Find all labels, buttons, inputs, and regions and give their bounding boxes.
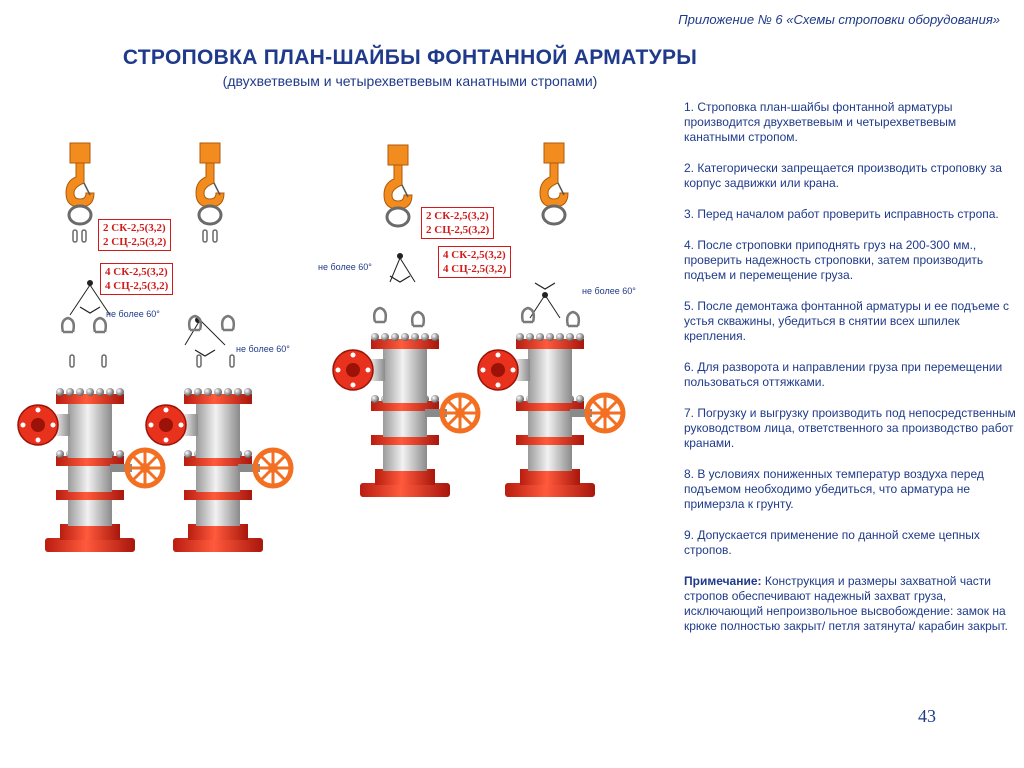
crane-hook-icon (196, 143, 224, 224)
crane-hook-icon (384, 145, 412, 226)
wellhead-tree-icon (18, 388, 163, 552)
shackle-icon (412, 312, 424, 326)
instruction-item: 5. После демонтажа фонтанной арматуры и ее подъеме с устья скважины, убедиться в снятии всех шпилек крепления. (684, 299, 1010, 343)
sling-link-icon (203, 230, 207, 242)
sling-4-line-1: 4 СК-2,5(3,2) (443, 249, 506, 261)
sling-2-line-1: 2 СК-2,5(3,2) (103, 222, 166, 234)
shackle-icon (567, 312, 579, 326)
sling-2-line-1: 2 СК-2,5(3,2) (426, 210, 489, 222)
appendix-header: Приложение № 6 «Схемы строповки оборудования» (678, 12, 1000, 27)
shackle-icon (62, 318, 74, 332)
shackle-icon (222, 316, 234, 330)
instruction-item: 1. Строповка план-шайбы фонтанной арматуры производится двухветвевым и четырехветвевым канатными стропом. (684, 100, 957, 144)
sling-link-icon (213, 230, 217, 242)
note-text: Конструкция и размеры захватной части стропов обеспечивают надежный захват груза, исключающий непроизвольное высвобождение: замок на крюке полностью закрыт/ петля затянута/ карабин закрыт. (684, 574, 1008, 633)
instructions-list (684, 100, 1019, 650)
sling-link-icon (82, 230, 86, 242)
sling-4-line-1: 4 СК-2,5(3,2) (105, 266, 168, 278)
wellhead-tree-icon (333, 333, 478, 497)
angle-label: не более 60° (236, 344, 290, 354)
shackle-icon (374, 308, 386, 322)
wellhead-tree-icon (146, 388, 291, 552)
instruction-item: 3. Перед началом работ проверить исправность стропа. (684, 207, 999, 221)
sling-2-line-2: 2 СЦ-2,5(3,2) (426, 224, 490, 236)
angle-marker-icon (390, 276, 410, 282)
sling-link-icon (102, 355, 106, 367)
angle-label: не более 60° (582, 286, 636, 296)
instruction-item: 4. После строповки приподнять груз на 200-300 мм., проверить надежность строповки, затем производить подъем и перемещение груза. (684, 238, 984, 282)
angle-marker-icon (535, 283, 555, 289)
instruction-item: 6. Для разворота и направлении груза при перемещении пользоваться оттяжками. (684, 360, 1003, 389)
instruction-item: 7. Погрузку и выгрузку производить под непосредственным руководством лица, ответственного за производство работ кранами. (684, 406, 1016, 450)
sling-2-label (421, 207, 494, 239)
sling-link-icon (230, 355, 234, 367)
sling-2-line-2: 2 СЦ-2,5(3,2) (103, 236, 167, 248)
crane-hook-icon (540, 143, 568, 224)
page-title: СТРОПОВКА ПЛАН-ШАЙБЫ ФОНТАННОЙ АРМАТУРЫ (122, 46, 698, 69)
sling-4-label (438, 246, 511, 278)
note-label: Примечание: (684, 574, 762, 588)
page-number: 43 (918, 706, 936, 726)
crane-hook-icon (66, 143, 94, 224)
sling-link-icon (197, 355, 201, 367)
sling-link-icon (73, 230, 77, 242)
instruction-item: 8. В условиях пониженных температур воздуха перед подъемом необходимо убедиться, что арматура не примерзла к грунту. (684, 467, 984, 511)
wellhead-tree-icon (478, 333, 623, 497)
angle-label: не более 60° (318, 262, 372, 272)
page-subtitle: (двухветвевым и четырехветвевым канатными стропами) (222, 73, 598, 89)
sling-4-label (100, 263, 173, 295)
sling-2-label (98, 219, 171, 251)
instruction-item: 2. Категорически запрещается производить строповку за корпус задвижки или крана. (684, 161, 1002, 190)
sling-4-line-2: 4 СЦ-2,5(3,2) (105, 280, 169, 292)
instruction-item: 9. Допускается применение по данной схеме цепных стропов. (684, 528, 980, 557)
angle-marker-icon (80, 307, 100, 313)
note (684, 574, 1019, 634)
right-scheme (333, 143, 623, 497)
sling-4-line-2: 4 СЦ-2,5(3,2) (443, 263, 507, 275)
angle-label: не более 60° (106, 309, 160, 319)
sling-link-icon (70, 355, 74, 367)
shackle-icon (94, 318, 106, 332)
